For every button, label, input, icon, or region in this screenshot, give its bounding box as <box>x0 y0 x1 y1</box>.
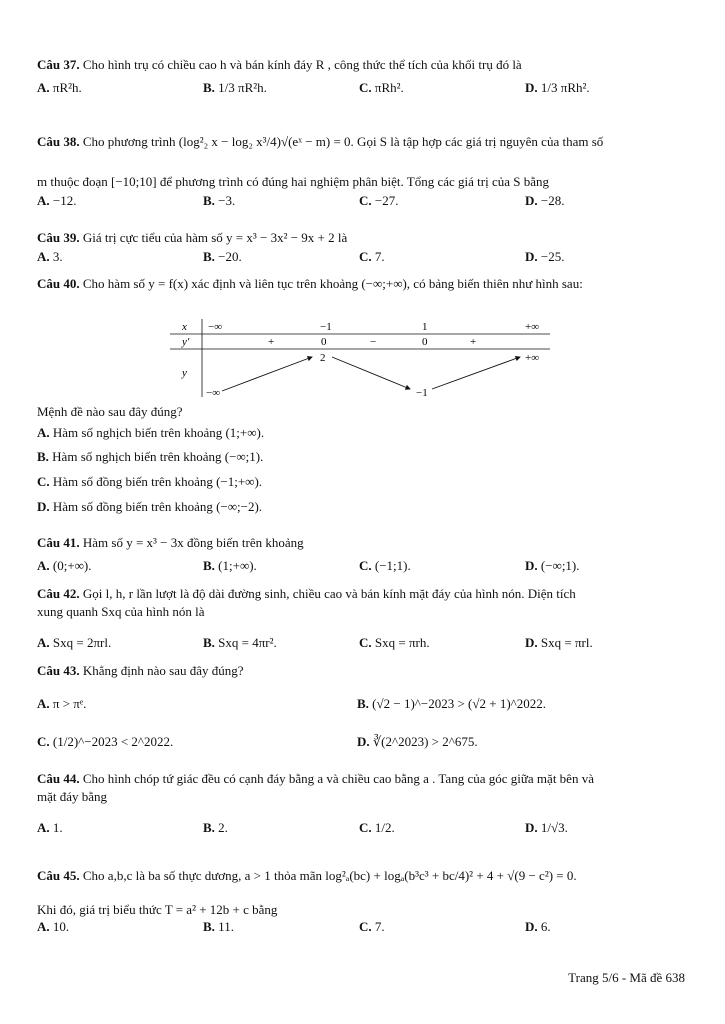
option-c[interactable]: C. Sxq = πrh. <box>359 635 430 650</box>
option-a[interactable]: A. −12. <box>37 193 77 208</box>
question-37 <box>37 56 687 98</box>
sign: 0 <box>321 336 327 348</box>
row-label-yprime: y′ <box>182 336 190 348</box>
question-text-cont: xung quanh Sxq của hình nón là <box>37 604 205 619</box>
question-text: Cho phương trình (log²₂ x − log₂ x³/4)√(eˣ − m) = 0. Gọi S là tập hợp các giá trị nguyên của tham số <box>82 134 604 149</box>
option-a[interactable]: A. 10. <box>37 919 70 934</box>
question-text: Khẳng định nào sau đây đúng? <box>82 663 244 678</box>
option-c[interactable]: C. 7. <box>359 249 385 264</box>
question-40-prompt: Mệnh đề nào sau đây đúng? <box>37 404 183 419</box>
options-row <box>37 635 687 653</box>
option-d[interactable]: D. 1/√3. <box>525 820 568 835</box>
question-label: Câu 44. <box>37 771 80 786</box>
option-a[interactable]: A. 1. <box>37 820 63 835</box>
option-a[interactable]: A. 3. <box>37 249 63 264</box>
option-d[interactable]: D. −25. <box>525 249 565 264</box>
options-row <box>37 558 687 576</box>
option-b[interactable]: B. 11. <box>203 919 234 934</box>
option-b[interactable]: B. Sxq = 4πr². <box>203 635 277 650</box>
question-label: Câu 39. <box>37 230 80 245</box>
option-c[interactable]: C. −27. <box>359 193 399 208</box>
row-label-y: y <box>182 367 187 379</box>
y-value: −∞ <box>206 387 221 399</box>
sign: 0 <box>422 336 428 348</box>
variation-table <box>170 319 550 399</box>
question-43 <box>37 662 687 752</box>
question-text: Cho hình chóp tứ giác đều có cạnh đáy bằng a và chiều cao bằng a . Tang của góc giữa mặt bên và <box>82 771 594 786</box>
x-value: −∞ <box>208 321 223 333</box>
question-label: Câu 37. <box>37 57 80 72</box>
question-text: Cho hàm số y = f(x) xác định và liên tục trên khoảng (−∞;+∞), có bảng biến thiên như hình sau: <box>82 276 583 291</box>
x-value: 1 <box>422 321 428 333</box>
options-row <box>37 193 687 211</box>
option-c[interactable]: C. (−1;1). <box>359 558 411 573</box>
options-row <box>37 696 687 714</box>
question-42 <box>37 585 687 653</box>
option-b[interactable]: B. (1;+∞). <box>203 558 257 573</box>
option-c[interactable]: C. πRh². <box>359 80 404 95</box>
question-38 <box>37 133 687 211</box>
question-45 <box>37 867 687 937</box>
question-44 <box>37 770 687 838</box>
question-text: Giá trị cực tiểu của hàm số y = x³ − 3x² − 9x + 2 là <box>82 230 348 245</box>
options-row <box>37 919 687 937</box>
question-text: Gọi l, h, r lần lượt là độ dài đường sinh, chiều cao và bán kính mặt đáy của hình nón. Diện tích <box>82 586 576 601</box>
options-row <box>37 80 687 98</box>
option-d[interactable]: D. −28. <box>525 193 565 208</box>
option-c[interactable]: C. Hàm số đồng biến trên khoảng (−1;+∞). <box>37 474 263 489</box>
question-label: Câu 43. <box>37 663 80 678</box>
option-d[interactable]: D. Sxq = πrl. <box>525 635 593 650</box>
option-d[interactable]: D. 6. <box>525 919 551 934</box>
question-label: Câu 41. <box>37 535 80 550</box>
question-text: Cho hình trụ có chiều cao h và bán kính đáy R , công thức thể tích của khối trụ đó là <box>82 57 522 72</box>
question-label: Câu 45. <box>37 868 80 883</box>
option-c[interactable]: C. 1/2. <box>359 820 395 835</box>
option-a[interactable]: A. πR²h. <box>37 80 82 95</box>
x-value: +∞ <box>525 321 540 333</box>
row-label-x: x <box>182 321 187 333</box>
arrow-up <box>432 357 520 389</box>
option-d[interactable]: D. (−∞;1). <box>525 558 580 573</box>
option-b[interactable]: B. −3. <box>203 193 236 208</box>
option-a[interactable]: A. Sxq = 2πrl. <box>37 635 112 650</box>
question-text-cont: m thuộc đoạn [−10;10] để phương trình có đúng hai nghiệm phân biệt. Tổng các giá trị của S bằng <box>37 174 550 189</box>
option-d[interactable]: D. Hàm số đồng biến trên khoảng (−∞;−2). <box>37 499 263 514</box>
sign: + <box>470 336 477 348</box>
sign: + <box>268 336 275 348</box>
y-value: −1 <box>416 387 428 399</box>
question-label: Câu 40. <box>37 276 80 291</box>
question-40 <box>37 275 687 293</box>
arrow-down <box>332 357 410 389</box>
question-label: Câu 42. <box>37 586 80 601</box>
options-row <box>37 734 687 752</box>
question-text: Hàm số y = x³ − 3x đồng biến trên khoảng <box>82 535 304 550</box>
question-text: Cho a,b,c là ba số thực dương, a > 1 thỏa mãn log²ₐ(bc) + logₐ(b³c³ + bc/4)² + 4 + √(9 − c²) = 0. <box>82 868 577 883</box>
arrow-up <box>222 357 312 391</box>
options-row <box>37 820 687 838</box>
option-d[interactable]: D. ∛(2^2023) > 2^675. <box>357 734 478 749</box>
sign: − <box>370 336 377 348</box>
option-c[interactable]: C. (1/2)^−2023 < 2^2022. <box>37 734 174 749</box>
y-value: +∞ <box>525 352 540 364</box>
x-value: −1 <box>320 321 332 333</box>
question-text-cont: Khi đó, giá trị biểu thức T = a² + 12b + c bằng <box>37 902 278 917</box>
question-39 <box>37 229 687 267</box>
option-a[interactable]: A. Hàm số nghịch biến trên khoảng (1;+∞). <box>37 425 265 440</box>
question-41 <box>37 534 687 576</box>
page-footer: Trang 5/6 - Mã đề 638 <box>568 970 685 985</box>
option-c[interactable]: C. 7. <box>359 919 385 934</box>
option-b[interactable]: B. 2. <box>203 820 228 835</box>
question-text-cont: mặt đáy bằng <box>37 789 108 804</box>
option-a[interactable]: A. π > πᵉ. <box>37 696 87 711</box>
option-b[interactable]: B. (√2 − 1)^−2023 > (√2 + 1)^2022. <box>357 696 547 711</box>
option-b[interactable]: B. 1/3 πR²h. <box>203 80 267 95</box>
option-b[interactable]: B. Hàm số nghịch biến trên khoảng (−∞;1). <box>37 449 264 464</box>
option-d[interactable]: D. 1/3 πRh². <box>525 80 590 95</box>
options-row <box>37 249 687 267</box>
question-label: Câu 38. <box>37 134 80 149</box>
y-value: 2 <box>320 352 326 364</box>
option-b[interactable]: B. −20. <box>203 249 242 264</box>
option-a[interactable]: A. (0;+∞). <box>37 558 92 573</box>
